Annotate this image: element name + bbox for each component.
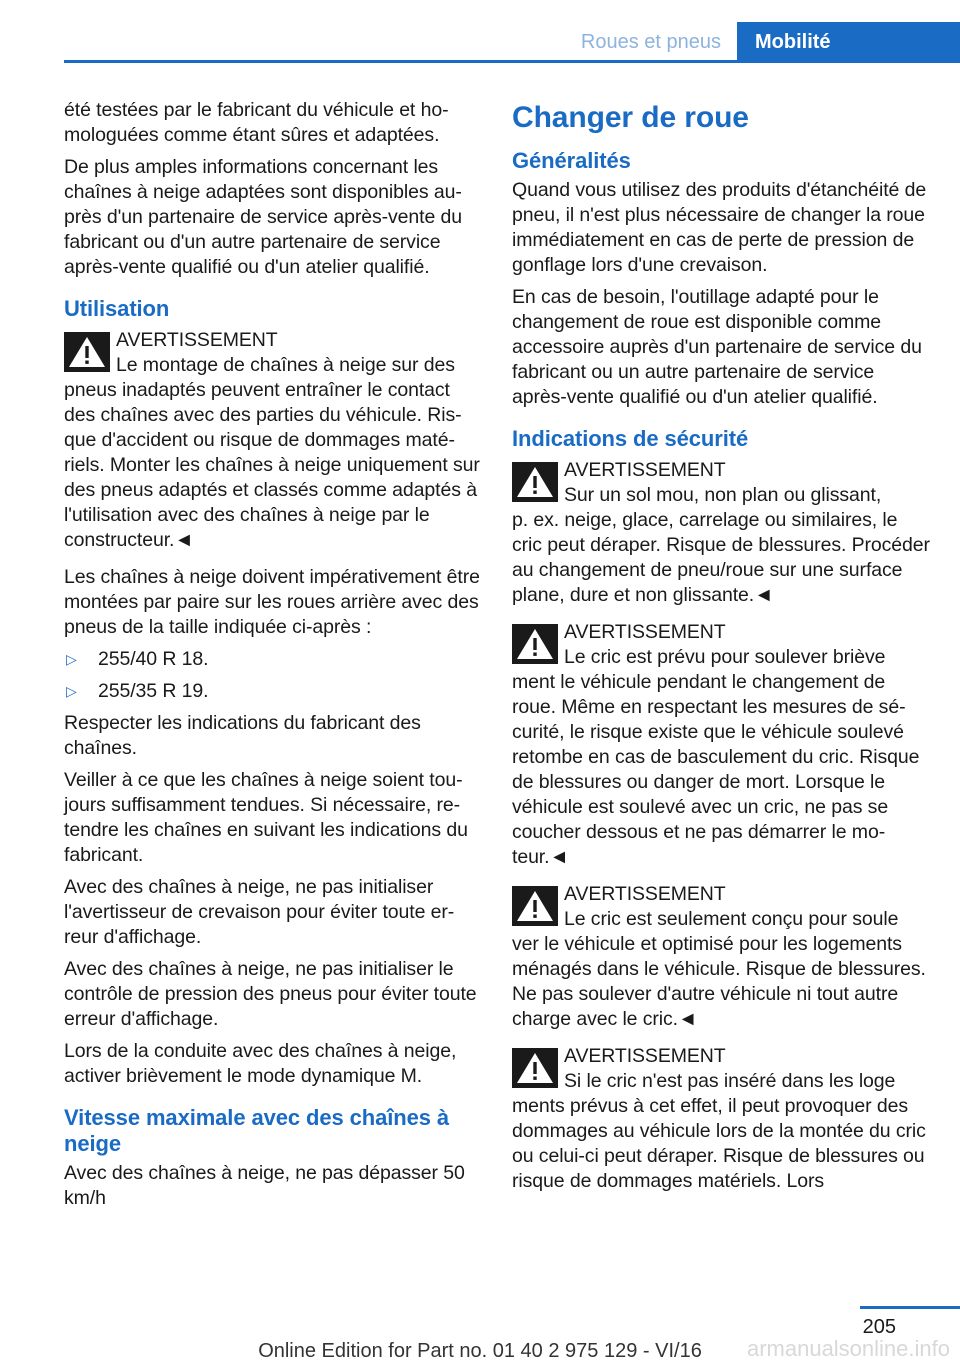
paragraph: De plus amples informations concernant les chaînes à neige adaptées sont disponibles auprès d'un partenaire de service après-vente du fabricant ou d'un autre partenaire de service après-vente qualifié ou d'un atelier qualifié. (64, 156, 463, 278)
header-rule (64, 60, 960, 63)
warning-text: ments prévus à cet effet, il peut provoquer des dommages au véhicule lors de la montée du cric ou celui-ci peut déraper. Risque de blessures ou risque de dommages matériels. Lors (512, 1095, 926, 1192)
paragraph: Les chaînes à neige doivent impérativement être montées par paire sur les roues arrière avec des pneus de la taille indiquée ci-après : (64, 566, 480, 638)
footer-rule (860, 1306, 960, 1309)
tire-size-list (64, 647, 480, 704)
paragraph: Respecter les indications du fabricant des chaînes. (64, 712, 421, 759)
warning-title: AVERTISSEMENT (116, 329, 278, 351)
heading-utilisation: Utilisation (64, 296, 170, 321)
paragraph: En cas de besoin, l'outillage adapté pour le changement de roue est disponible comme accessoire auprès d'un partenaire de service du fabricant ou un autre partenaire de service après-vente qualifié ou d'un atelier qualifié. (512, 286, 922, 408)
warning-triangle-icon (512, 624, 558, 664)
paragraph: Quand vous utilisez des produits d'étanchéité de pneu, il n'est plus nécessaire de changer la roue immédiatement en cas de perte de pression de gonflage lors d'une crevaison. (512, 179, 927, 276)
heading-indications-securite: Indications de sécurité (512, 426, 749, 451)
warning-text-first: Le cric est seulement conçu pour soule (564, 908, 899, 930)
warning-triangle-icon (512, 1048, 558, 1088)
paragraph: été testées par le fabricant du véhicule et homologuées comme étant sûres et adaptées. (64, 99, 449, 146)
list-item: ▷ 255/35 R 19. (66, 680, 209, 702)
right-column (512, 98, 930, 1206)
warning-text: ver le véhicule et optimisé pour les logements ménagés dans le véhicule. Risque de blessures. Ne pas soulever d'autre véhicule ni tout autre charge avec le cric.◄ (512, 933, 926, 1030)
warning-text: p. ex. neige, glace, carrelage ou similaires, le cric peut déraper. Risque de blessures. Procéder au changement de pneu/roue sur une surface plane, dure et non glissante.◄ (512, 509, 930, 606)
warning-triangle-icon (512, 462, 558, 502)
warning-text: ment le véhicule pendant le changement de roue. Même en respectant les mesures de sécurité, le risque existe que le véhicule soulevé retombe en cas de basculement du cric. Risque de blessures ou danger de mort. Lorsque le véhicule est soulevé avec un cric, ne pas se coucher dessous et ne pas démarrer le moteur.◄ (512, 671, 920, 868)
warning-title: AVERTISSEMENT (564, 883, 726, 905)
paragraph: Avec des chaînes à neige, ne pas initialiser le contrôle de pression des pneus pour éviter toute erreur d'affichage. (64, 958, 477, 1030)
heading-generalites: Généralités (512, 148, 631, 173)
triangle-bullet-icon: ▷ (66, 651, 77, 667)
warning-triangle-icon (512, 886, 558, 926)
warning-triangle-icon (64, 332, 110, 372)
paragraph: Lors de la conduite avec des chaînes à neige, activer brièvement le mode dynamique M. (64, 1040, 457, 1087)
left-column (64, 98, 480, 1218)
paragraph: Avec des chaînes à neige, ne pas initialiser l'avertisseur de crevaison pour éviter toute erreur d'affichage. (64, 876, 455, 948)
warning-text-first: Si le cric n'est pas inséré dans les loge (564, 1070, 896, 1092)
list-item: ▷ 255/40 R 18. (66, 648, 209, 670)
warning-text: pneus inadaptés peuvent entraîner le contact des chaînes avec des parties du véhicule. Risque d'accident ou risque de dommages matériels. Monter les chaînes à neige uniquement sur des pneus adaptés et classés comme adaptés à l'utilisation avec des chaînes à neige par le constructeur.◄ (64, 379, 480, 551)
warning-block (512, 1044, 930, 1194)
warning-title: AVERTISSEMENT (564, 459, 726, 481)
warning-block (512, 882, 930, 1032)
edition-line: Online Edition for Part no. 01 40 2 975 129 - VI/16 (258, 1340, 702, 1362)
warning-text-first: Le cric est prévu pour soulever briève (564, 646, 886, 668)
page-number: 205 (862, 1316, 896, 1338)
header-chapter-tab: Mobilité (737, 22, 960, 62)
header-section-tab: Roues et pneus (580, 31, 721, 53)
chapter-heading: Changer de roue (512, 101, 749, 134)
warning-title: AVERTISSEMENT (564, 621, 726, 643)
warning-text-first: Sur un sol mou, non plan ou glissant, (564, 484, 882, 506)
watermark: armanualsonline.info (746, 1336, 950, 1361)
warning-block (64, 328, 480, 553)
heading-vitesse-maximale: Vitesse maximale avec des chaînes à neige (64, 1105, 450, 1156)
triangle-bullet-icon: ▷ (66, 683, 77, 699)
warning-text-first: Le montage de chaînes à neige sur des (116, 354, 455, 376)
paragraph: Avec des chaînes à neige, ne pas dépasser 50 km/h (64, 1162, 465, 1209)
warning-block (512, 458, 930, 608)
paragraph: Veiller à ce que les chaînes à neige soient toujours suffisamment tendues. Si nécessaire, retendre les chaînes en suivant les indications du fabricant. (64, 769, 468, 866)
warning-title: AVERTISSEMENT (564, 1045, 726, 1067)
warning-block (512, 620, 930, 870)
